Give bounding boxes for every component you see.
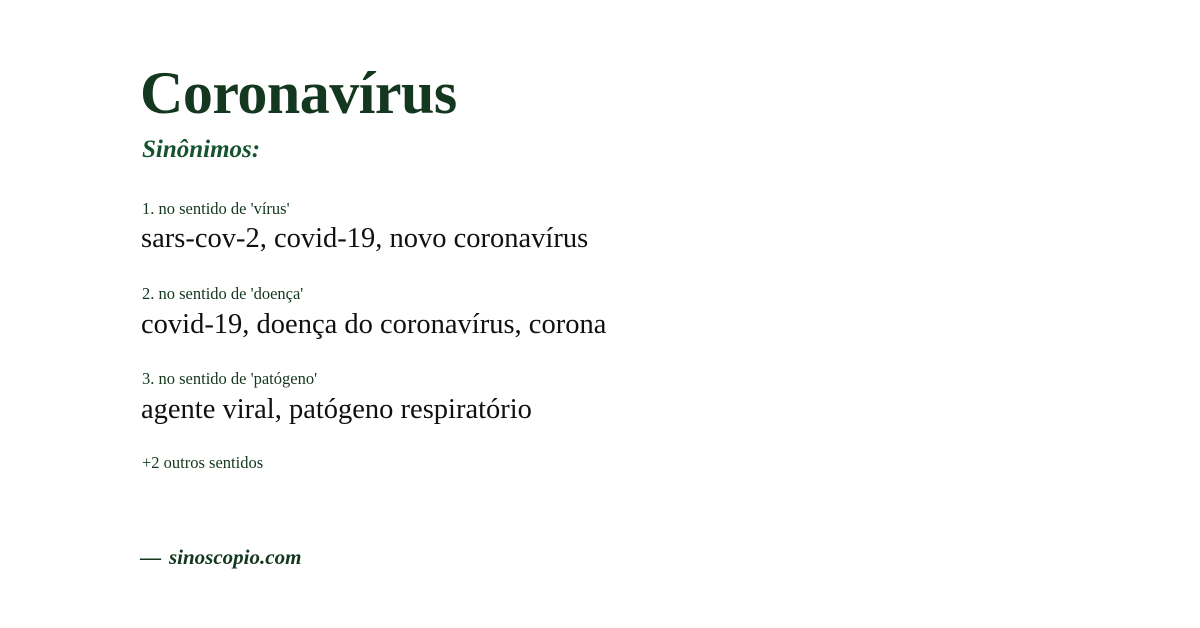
list-item — [140, 368, 1100, 427]
more-senses-note: +2 outros sentidos — [142, 453, 264, 473]
em-dash: — — [140, 545, 161, 569]
list-item — [140, 283, 1100, 342]
source-attribution — [140, 545, 301, 570]
sense-label: 3. no sentido de 'patógeno' — [142, 369, 318, 389]
list-item — [140, 198, 1100, 257]
section-subtitle: Sinônimos: — [142, 136, 261, 163]
source-name: sinoscopio.com — [169, 545, 302, 569]
page-title: Coronavírus — [140, 60, 457, 126]
sense-label: 1. no sentido de 'vírus' — [142, 199, 290, 218]
sense-synonyms: covid-19, doença do coronavírus, corona — [141, 308, 607, 340]
sense-synonyms: agente viral, patógeno respiratório — [141, 393, 532, 425]
sense-synonyms: sars-cov-2, covid-19, novo coronavírus — [141, 223, 589, 255]
sense-label: 2. no sentido de 'doença' — [142, 284, 304, 304]
sense-list — [140, 198, 1100, 427]
